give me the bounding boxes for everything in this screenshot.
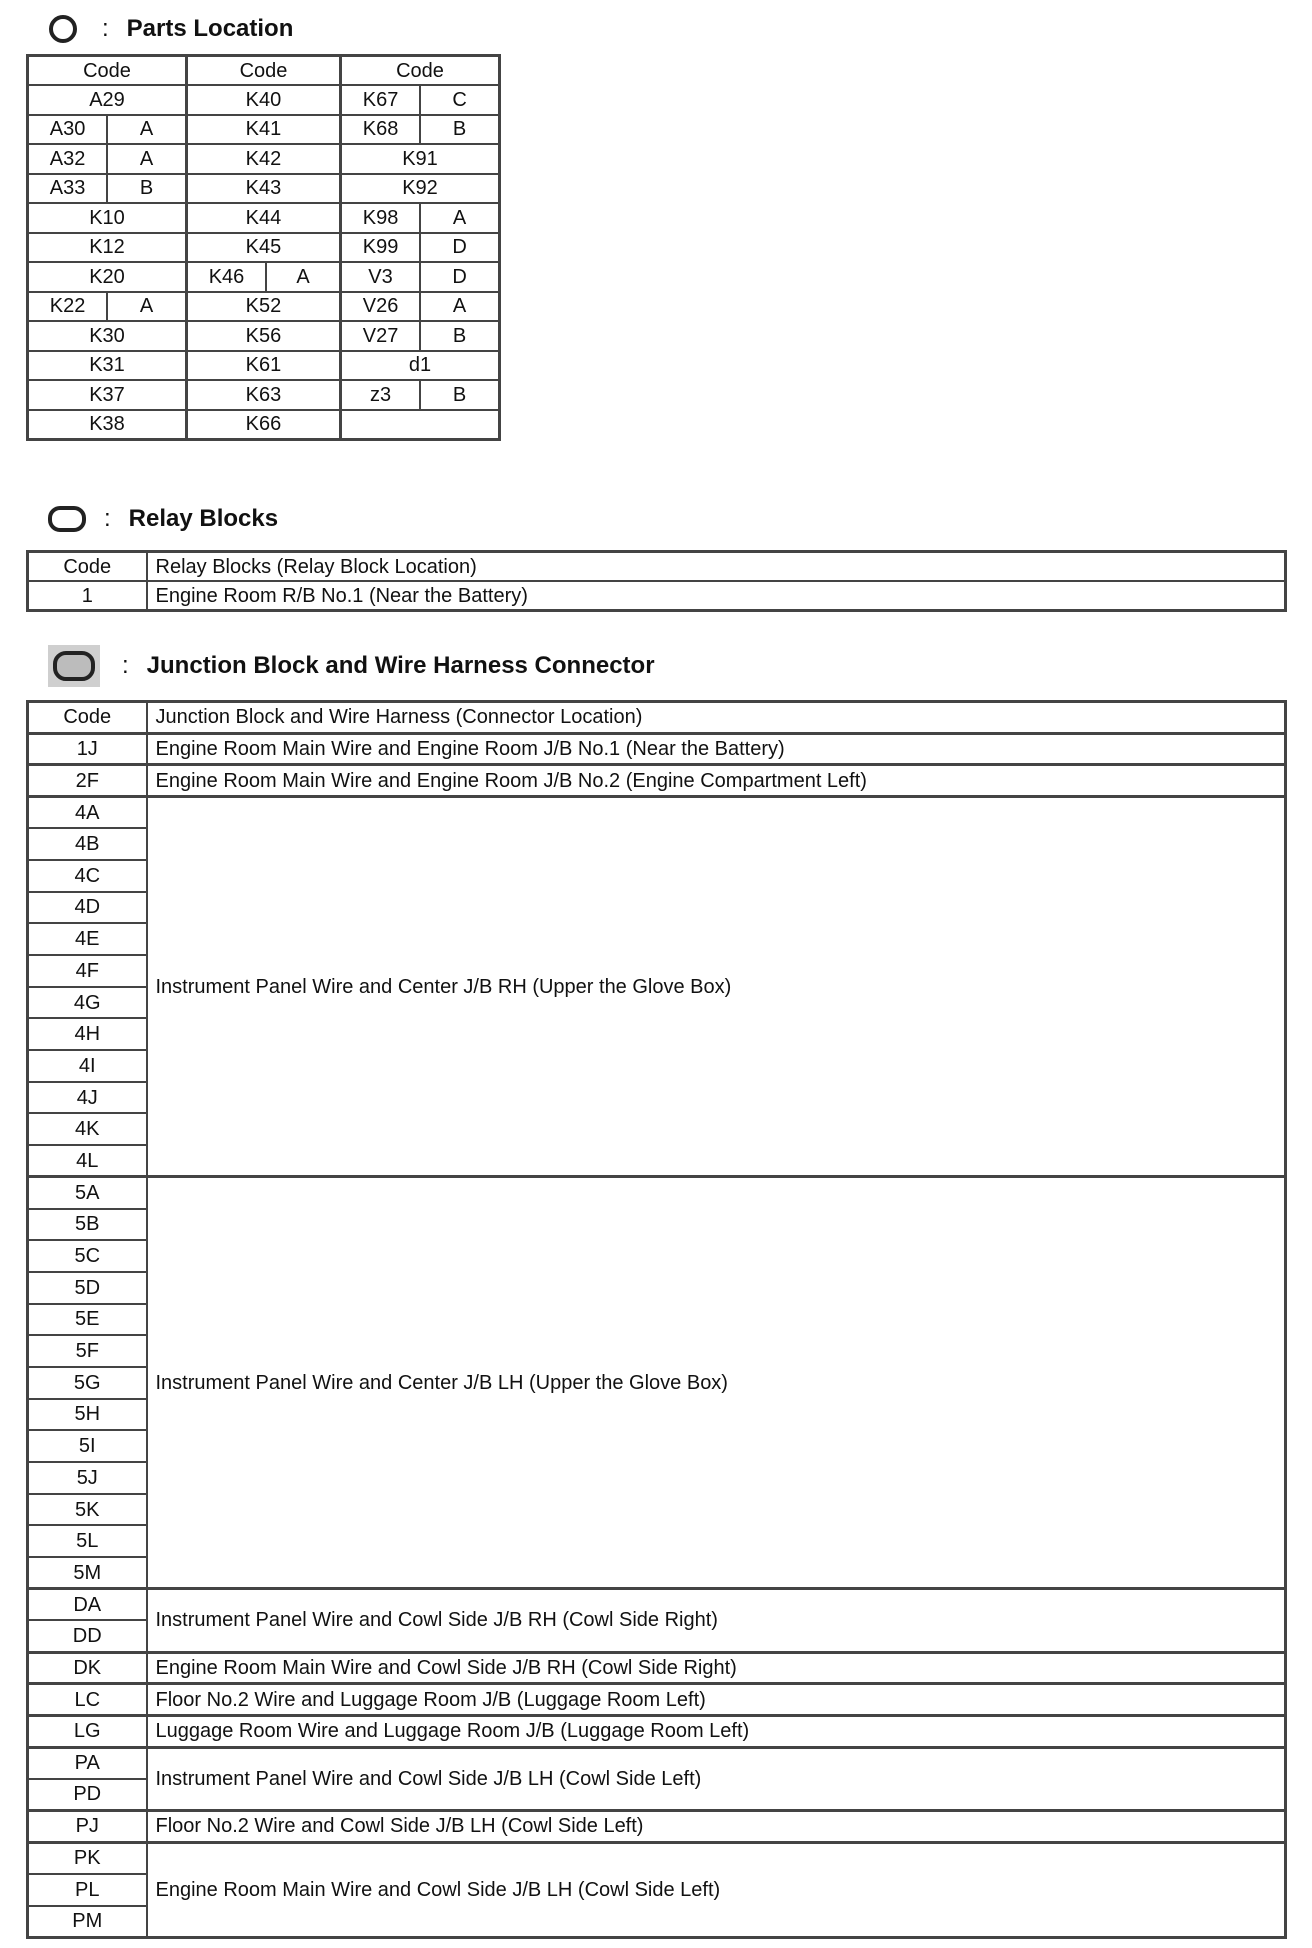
parts-code-cell: K31 <box>28 351 187 381</box>
junction-code: 4K <box>28 1113 147 1145</box>
relay-colon: : <box>104 505 111 532</box>
junction-code: 4H <box>28 1018 147 1050</box>
junction-heading <box>46 648 655 684</box>
junction-code: 5F <box>28 1335 147 1367</box>
junction-code: 4D <box>28 892 147 924</box>
parts-sub-cell: D <box>420 262 499 292</box>
junction-code: 5I <box>28 1430 147 1462</box>
junction-desc: Instrument Panel Wire and Cowl Side J/B RH (Cowl Side Right) <box>147 1589 1286 1652</box>
parts-header-code-2: Code <box>186 56 340 86</box>
junction-row <box>28 765 1286 797</box>
parts-row <box>28 351 500 381</box>
relay-row <box>28 581 1286 611</box>
junction-colon: : <box>122 652 129 679</box>
parts-code-cell: K91 <box>340 144 499 174</box>
parts-header-code-3: Code <box>340 56 499 86</box>
parts-code-cell: K43 <box>186 174 340 204</box>
junction-header-desc: Junction Block and Wire Harness (Connector Location) <box>147 702 1286 734</box>
parts-sub-cell: A <box>420 292 499 322</box>
junction-code: 4F <box>28 955 147 987</box>
relay-header-code: Code <box>28 552 147 582</box>
junction-code: 5D <box>28 1272 147 1304</box>
junction-code: DD <box>28 1620 147 1652</box>
relay-header-row <box>28 552 1286 582</box>
junction-code: 5K <box>28 1494 147 1526</box>
parts-code-cell: d1 <box>340 351 499 381</box>
junction-code: DK <box>28 1652 147 1684</box>
relay-blocks-heading <box>46 501 278 537</box>
junction-code: PD <box>28 1779 147 1811</box>
junction-code: 5C <box>28 1240 147 1272</box>
parts-code-cell: K56 <box>186 321 340 351</box>
rounded-rect-icon <box>46 504 88 534</box>
junction-code: 4J <box>28 1082 147 1114</box>
relay-header-desc: Relay Blocks (Relay Block Location) <box>147 552 1286 582</box>
parts-code-cell: K68 <box>340 115 420 145</box>
junction-row <box>28 797 1286 829</box>
parts-code-cell: K98 <box>340 203 420 233</box>
relay-blocks-table <box>26 550 1287 612</box>
parts-sub-cell: A <box>266 262 340 292</box>
junction-code: 1J <box>28 733 147 765</box>
parts-code-cell: K20 <box>28 262 187 292</box>
junction-header-row <box>28 702 1286 734</box>
parts-row <box>28 321 500 351</box>
junction-table <box>26 700 1287 1939</box>
parts-code-cell: K40 <box>186 85 340 115</box>
relay-row-desc: Engine Room R/B No.1 (Near the Battery) <box>147 581 1286 611</box>
junction-desc: Engine Room Main Wire and Engine Room J/B No.1 (Near the Battery) <box>147 733 1286 765</box>
junction-code: 4G <box>28 987 147 1019</box>
parts-code-cell: A32 <box>28 144 108 174</box>
junction-desc: Engine Room Main Wire and Cowl Side J/B RH (Cowl Side Right) <box>147 1652 1286 1684</box>
junction-code: 2F <box>28 765 147 797</box>
parts-code-cell: A30 <box>28 115 108 145</box>
parts-sub-cell: A <box>107 115 186 145</box>
junction-code: 5J <box>28 1462 147 1494</box>
parts-code-cell: K12 <box>28 233 187 263</box>
parts-code-cell: K22 <box>28 292 108 322</box>
parts-header-code-1: Code <box>28 56 187 86</box>
parts-row <box>28 85 500 115</box>
parts-sub-cell: B <box>420 115 499 145</box>
parts-row <box>28 174 500 204</box>
junction-desc: Instrument Panel Wire and Cowl Side J/B LH (Cowl Side Left) <box>147 1747 1286 1810</box>
junction-row <box>28 1842 1286 1874</box>
junction-header-code: Code <box>28 702 147 734</box>
junction-row <box>28 1811 1286 1843</box>
junction-code: 5E <box>28 1304 147 1336</box>
junction-code: 4A <box>28 797 147 829</box>
parts-row <box>28 380 500 410</box>
parts-code-cell: K61 <box>186 351 340 381</box>
parts-code-cell: V27 <box>340 321 420 351</box>
junction-code: 5G <box>28 1367 147 1399</box>
parts-row <box>28 233 500 263</box>
parts-code-cell: K67 <box>340 85 420 115</box>
parts-code-cell: K44 <box>186 203 340 233</box>
parts-row <box>28 410 500 440</box>
junction-code: PA <box>28 1747 147 1779</box>
junction-code: 4B <box>28 828 147 860</box>
junction-code: 5M <box>28 1557 147 1589</box>
junction-desc: Luggage Room Wire and Luggage Room J/B (Luggage Room Left) <box>147 1716 1286 1748</box>
parts-code-cell: K66 <box>186 410 340 440</box>
junction-code: 4L <box>28 1145 147 1177</box>
parts-row <box>28 262 500 292</box>
junction-row <box>28 733 1286 765</box>
junction-row <box>28 1747 1286 1779</box>
parts-code-cell: K42 <box>186 144 340 174</box>
junction-row <box>28 1652 1286 1684</box>
parts-code-cell <box>340 410 499 440</box>
junction-desc: Instrument Panel Wire and Center J/B LH (Upper the Glove Box) <box>147 1177 1286 1589</box>
parts-row <box>28 115 500 145</box>
parts-colon: : <box>102 15 109 42</box>
parts-location-title: Parts Location <box>126 15 294 42</box>
circle-icon <box>46 12 80 46</box>
parts-header-row <box>28 56 500 86</box>
parts-sub-cell: A <box>107 144 186 174</box>
junction-code: PJ <box>28 1811 147 1843</box>
parts-code-cell: K46 <box>186 262 266 292</box>
parts-code-cell: A33 <box>28 174 108 204</box>
parts-code-cell: A29 <box>28 85 187 115</box>
junction-code: LC <box>28 1684 147 1716</box>
junction-row <box>28 1589 1286 1621</box>
parts-sub-cell: B <box>420 380 499 410</box>
parts-code-cell: K30 <box>28 321 187 351</box>
junction-row <box>28 1716 1286 1748</box>
relay-row-code: 1 <box>28 581 147 611</box>
junction-title: Junction Block and Wire Harness Connector <box>146 652 655 679</box>
parts-code-cell: K38 <box>28 410 187 440</box>
parts-sub-cell: A <box>420 203 499 233</box>
relay-blocks-title: Relay Blocks <box>128 505 279 532</box>
parts-code-cell: K10 <box>28 203 187 233</box>
junction-code: PM <box>28 1906 147 1938</box>
parts-row <box>28 292 500 322</box>
junction-code: 5B <box>28 1209 147 1241</box>
junction-code: DA <box>28 1589 147 1621</box>
junction-code: LG <box>28 1716 147 1748</box>
junction-code: 4E <box>28 923 147 955</box>
junction-desc: Engine Room Main Wire and Engine Room J/B No.2 (Engine Compartment Left) <box>147 765 1286 797</box>
junction-desc: Floor No.2 Wire and Cowl Side J/B LH (Cowl Side Left) <box>147 1811 1286 1843</box>
parts-code-cell: V3 <box>340 262 420 292</box>
parts-sub-cell: D <box>420 233 499 263</box>
parts-code-cell: K99 <box>340 233 420 263</box>
junction-code: 5H <box>28 1399 147 1431</box>
junction-desc: Instrument Panel Wire and Center J/B RH (Upper the Glove Box) <box>147 797 1286 1177</box>
junction-code: PK <box>28 1842 147 1874</box>
junction-code: 5A <box>28 1177 147 1209</box>
parts-code-cell: K45 <box>186 233 340 263</box>
parts-sub-cell: B <box>107 174 186 204</box>
parts-code-cell: K92 <box>340 174 499 204</box>
parts-location-table <box>26 54 501 441</box>
junction-row <box>28 1684 1286 1716</box>
parts-row <box>28 144 500 174</box>
shaded-rounded-rect-icon <box>46 643 102 689</box>
junction-row <box>28 1177 1286 1209</box>
parts-code-cell: K41 <box>186 115 340 145</box>
junction-code: 4I <box>28 1050 147 1082</box>
junction-desc: Engine Room Main Wire and Cowl Side J/B LH (Cowl Side Left) <box>147 1842 1286 1937</box>
parts-row <box>28 203 500 233</box>
parts-sub-cell: C <box>420 85 499 115</box>
parts-sub-cell: A <box>107 292 186 322</box>
junction-code: 4C <box>28 860 147 892</box>
junction-code: PL <box>28 1874 147 1906</box>
parts-code-cell: K52 <box>186 292 340 322</box>
parts-sub-cell: B <box>420 321 499 351</box>
parts-location-heading <box>46 11 293 47</box>
parts-code-cell: K63 <box>186 380 340 410</box>
parts-code-cell: z3 <box>340 380 420 410</box>
parts-code-cell: K37 <box>28 380 187 410</box>
junction-code: 5L <box>28 1525 147 1557</box>
junction-desc: Floor No.2 Wire and Luggage Room J/B (Luggage Room Left) <box>147 1684 1286 1716</box>
parts-code-cell: V26 <box>340 292 420 322</box>
